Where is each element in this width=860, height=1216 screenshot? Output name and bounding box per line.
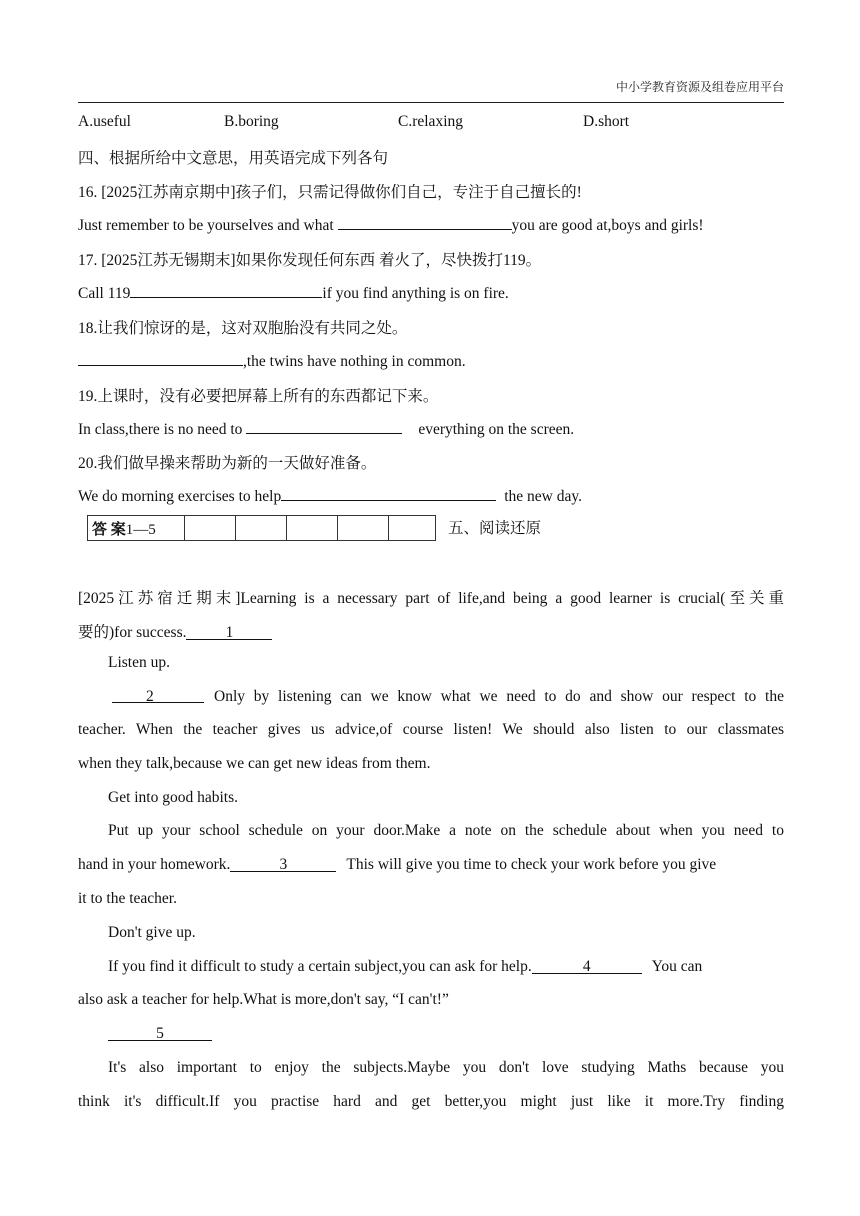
q20-chinese: 20.我们做早操来帮助为新的一天做好准备。 <box>78 455 377 472</box>
options-row <box>78 113 629 131</box>
blank-4[interactable]: 4 <box>532 958 642 974</box>
passage-line: hand in your homework. 3 This will give you time to check your work before you give <box>78 856 717 873</box>
q16-chinese: 16. [2025江苏南京期中]孩子们，只需记得做你们自己，专注于自己擅长的! <box>78 184 582 201</box>
answer-cell-5[interactable] <box>389 516 436 541</box>
passage-line: teacher. When the teacher gives us advice,of course listen! We should also listen to our classmates <box>78 721 784 738</box>
q18-answer-blank[interactable] <box>78 350 243 366</box>
passage-line: when they talk,because we can get new ideas from them. <box>78 755 431 772</box>
q17-english: Call 119 if you find anything is on fire. <box>78 282 509 303</box>
option-b: B.boring <box>224 113 279 130</box>
header-divider <box>78 102 784 103</box>
heading-listen-up: Listen up. <box>108 654 170 671</box>
q18-chinese: 18.让我们惊讶的是，这对双胞胎没有共同之处。 <box>78 320 408 337</box>
q20-english: We do morning exercises to help the new day. <box>78 485 582 506</box>
q20-answer-blank[interactable] <box>281 485 496 501</box>
heading-dont-give-up: Don't give up. <box>108 924 196 941</box>
heading-good-habits: Get into good habits. <box>108 789 239 806</box>
section5-title: 五、阅读还原 <box>448 520 542 537</box>
passage-line: 要的)for success. 1 <box>78 620 272 642</box>
blank-5[interactable]: 5 <box>108 1025 212 1041</box>
passage-line: also ask a teacher for help.What is more,don't say, “I can't!” <box>78 991 449 1008</box>
blank-3[interactable]: 3 <box>230 856 336 872</box>
passage-line: it to the teacher. <box>78 890 177 907</box>
q19-chinese: 19.上课时，没有必要把屏幕上所有的东西都记下来。 <box>78 388 439 405</box>
answer-cell-1[interactable] <box>185 516 236 541</box>
platform-header: 中小学教育资源及组卷应用平台 <box>615 80 784 94</box>
option-a: A.useful <box>78 113 131 130</box>
blank-1[interactable]: 1 <box>186 624 272 640</box>
passage-line: It's also important to enjoy the subjects.Maybe you don't love studying Maths because you <box>108 1059 784 1076</box>
q19-english: In class,there is no need to everything on the screen. <box>78 418 574 439</box>
answer-cell-4[interactable] <box>338 516 389 541</box>
passage-line: If you find it difficult to study a certain subject,you can ask for help. 4 You can <box>108 958 703 975</box>
answer-box-label: 答 案1—5 <box>88 516 185 541</box>
passage-line: [2025江苏宿迁期末]Learning is a necessary part of life,and being a good learner is crucial(至关重 <box>78 590 784 607</box>
q16-english: Just remember to be yourselves and what you are good at,boys and girls! <box>78 214 704 235</box>
passage-line: think it's difficult.If you practise hard and get better,you might just like it more.Try finding <box>78 1093 784 1110</box>
passage-line: 2 Only by listening can we know what we need to do and show our respect to the <box>112 688 784 706</box>
option-c: C.relaxing <box>398 113 463 130</box>
q17-chinese: 17. [2025江苏无锡期末]如果你发现任何东西 着火了，尽快拨打119。 <box>78 252 542 269</box>
passage-line <box>108 1025 212 1043</box>
section4-title: 四、根据所给中文意思，用英语完成下列各句 <box>78 150 389 167</box>
answer-cell-2[interactable] <box>236 516 287 541</box>
option-d: D.short <box>583 113 630 130</box>
q17-answer-blank[interactable] <box>130 282 322 298</box>
q18-english: ,the twins have nothing in common. <box>78 350 466 371</box>
passage-line: Put up your school schedule on your door.Make a note on the schedule about when you need to <box>108 822 784 839</box>
answer-box <box>87 515 436 541</box>
blank-2[interactable]: 2 <box>112 688 204 703</box>
answer-cell-3[interactable] <box>287 516 338 541</box>
q16-answer-blank[interactable] <box>338 214 512 230</box>
q19-answer-blank[interactable] <box>246 418 402 434</box>
